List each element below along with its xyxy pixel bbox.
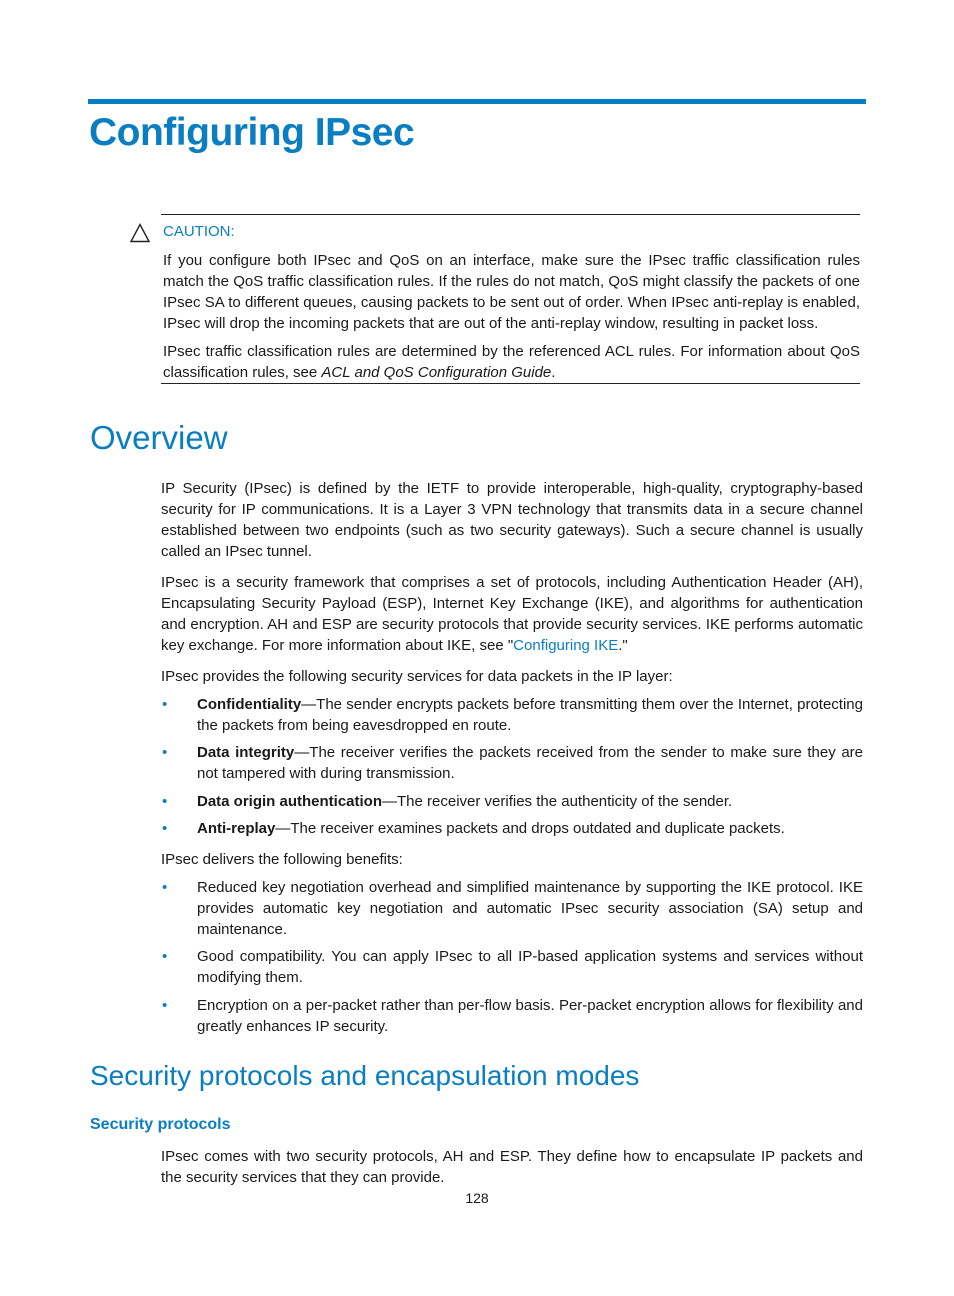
caution-paragraph-2 [163, 341, 860, 383]
bullet-icon: • [162, 820, 168, 837]
benefit-item: Good compatibility. You can apply IPsec to all IP-based application systems and services without modifying them. [197, 948, 863, 986]
overview-paragraph-2 [161, 572, 863, 656]
bullet-icon: • [162, 879, 168, 896]
bullet-icon: • [162, 997, 168, 1014]
security-protocols-subheading: Security protocols [90, 1116, 231, 1133]
service-desc: —The receiver examines packets and drops outdated and duplicate packets. [275, 820, 785, 837]
service-item-confidentiality [197, 694, 863, 736]
bullet-icon: • [162, 744, 168, 761]
bullet-icon: • [162, 696, 168, 713]
service-term: Data integrity [197, 744, 295, 761]
benefit-item: Reduced key negotiation overhead and simplified maintenance by supporting the IKE protocol. IKE provides automatic key negotiation and automatic IPsec security association (SA) setup and maintenance. [197, 879, 863, 938]
caution-label: CAUTION: [163, 223, 235, 240]
page-number: 128 [465, 1190, 489, 1206]
warning-triangle-icon [130, 223, 150, 243]
service-term: Anti-replay [197, 820, 276, 837]
service-item-anti-replay [197, 818, 863, 839]
bullet-icon: • [162, 948, 168, 965]
service-desc: —The sender encrypts packets before transmitting them over the Internet, protecting the packets from being eavesdropped en route. [197, 696, 863, 734]
acl-qos-guide-ref: ACL and QoS Configuration Guide [321, 364, 552, 381]
service-desc: —The receiver verifies the packets received from the sender to make sure they are not tampered with during transmission. [197, 744, 863, 782]
overview-paragraph-2-end: ." [618, 637, 628, 654]
service-term: Data origin authentication [197, 793, 383, 810]
chapter-top-rule [88, 99, 866, 104]
overview-paragraph-2-text: IPsec is a security framework that comprises a set of protocols, including Authentication Header (AH), Encapsulating Security Payload (ESP), Internet Key Exchange (IKE), and algorithms for authentication and encryption. AH and ESP are security protocols that provide security services. IKE performs automatic key exchange. For more information about IKE, see " [161, 574, 863, 654]
caution-paragraph-1: If you configure both IPsec and QoS on an interface, make sure the IPsec traffic classification rules match the QoS traffic classification rules. If the rules do not match, QoS might classify the packets of one IPsec SA to different queues, causing packets to be sent out of order. When IPsec anti-replay is enabled, IPsec will drop the incoming packets that are out of the anti-replay window, resulting in packet loss. [163, 252, 860, 332]
service-item-data-integrity [197, 742, 863, 784]
overview-paragraph-1: IP Security (IPsec) is defined by the IETF to provide interoperable, high-quality, cryptography-based security for IP communications. It is a Layer 3 VPN technology that transmits data in a secure channel established between two endpoints (such as two security gateways). Such a secure channel is usually called an IPsec tunnel. [161, 480, 863, 560]
security-protocols-modes-heading: Security protocols and encapsulation modes [90, 1060, 640, 1091]
overview-paragraph-4: IPsec delivers the following benefits: [161, 851, 403, 868]
configuring-ike-link[interactable]: Configuring IKE [513, 637, 619, 654]
overview-paragraph-3: IPsec provides the following security services for data packets in the IP layer: [161, 668, 673, 685]
bullet-icon: • [162, 793, 168, 810]
caution-paragraph-2-text: IPsec traffic classification rules are determined by the referenced ACL rules. For information about QoS classification rules, see [163, 343, 860, 381]
caution-bottom-rule [161, 383, 860, 384]
chapter-title: Configuring IPsec [89, 111, 415, 154]
service-desc: —The receiver verifies the authenticity of the sender. [382, 793, 733, 810]
benefit-item: Encryption on a per-packet rather than per-flow basis. Per-packet encryption allows for flexibility and greatly enhances IP security. [197, 997, 863, 1035]
caution-top-rule [161, 214, 860, 215]
service-term: Confidentiality [197, 696, 302, 713]
service-item-data-origin-authentication [197, 791, 863, 812]
overview-heading: Overview [90, 419, 228, 456]
security-protocols-paragraph: IPsec comes with two security protocols, AH and ESP. They define how to encapsulate IP packets and the security services that they can provide. [161, 1148, 863, 1186]
caution-paragraph-2-end: . [551, 364, 556, 381]
